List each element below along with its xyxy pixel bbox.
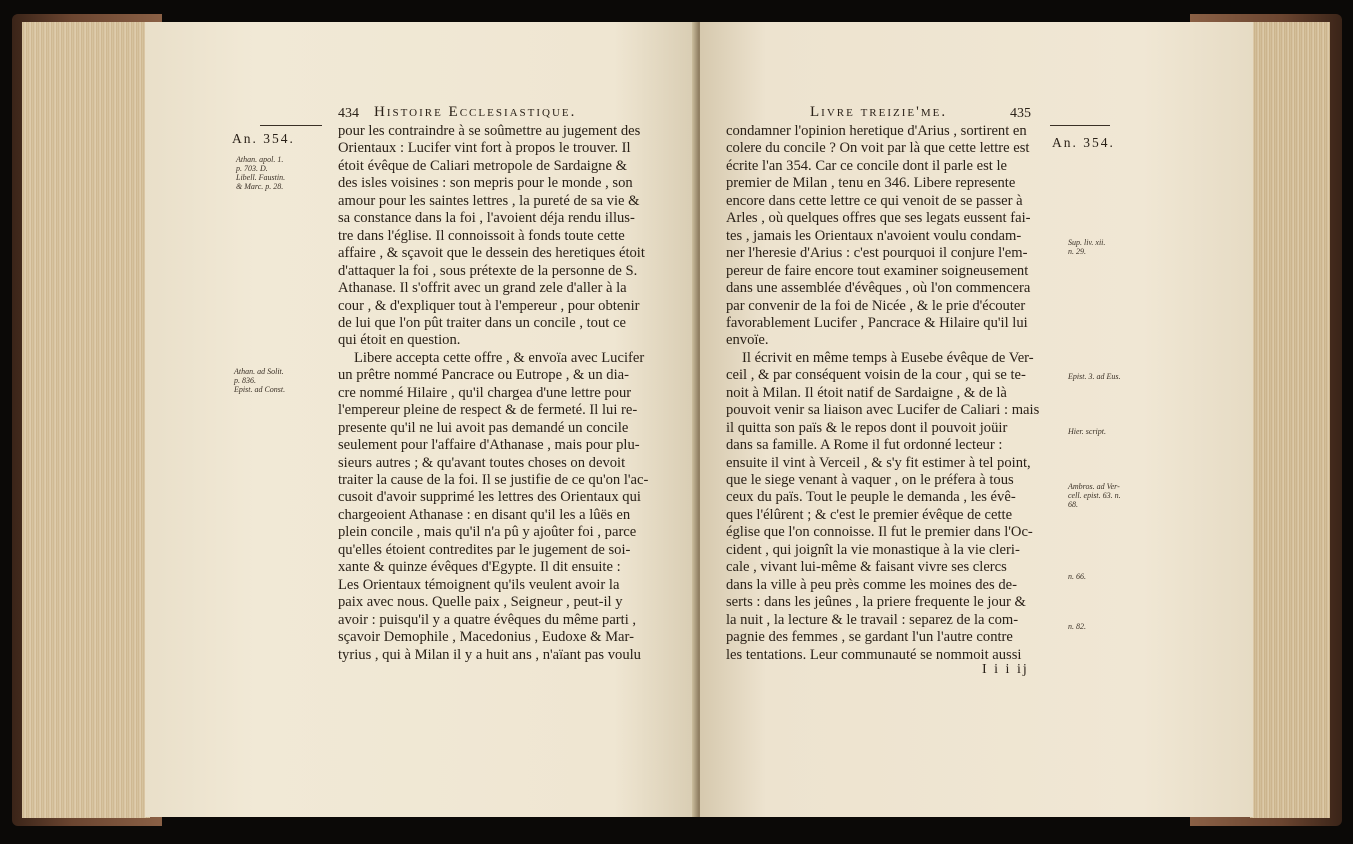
margin-note: Athan. ad Solit. p. 836. Epist. ad Const. bbox=[234, 367, 286, 394]
text-line: Il écrivit en même temps à Eusebe évêque de Ver- bbox=[742, 349, 1034, 366]
text-line: presente qu'il ne lui avoit pas demandé un concile bbox=[338, 419, 629, 436]
text-line: l'empereur pleine de respect & de fermeté. Il lui re- bbox=[338, 402, 638, 419]
text-line: noit à Milan. Il étoit natif de Sardaigne , & de là bbox=[726, 384, 1007, 401]
text-line: cale , vivant lui-même & faisant vivre ses clercs bbox=[726, 559, 1007, 576]
text-line: des isles voisines : son mepris pour le monde , son bbox=[338, 175, 633, 192]
text-line: pagnie des femmes , se gardant l'un l'autre contre bbox=[726, 629, 1013, 646]
text-line: qui étoit en question. bbox=[338, 332, 461, 349]
text-line: seulement pour l'affaire d'Athanase , mais pour plu- bbox=[338, 437, 640, 454]
margin-rule bbox=[260, 125, 322, 126]
text-line: dans une assemblée d'évêques , où l'on commencera bbox=[726, 280, 1031, 297]
text-line: de lui que l'on pût traiter dans un concile , tout ce bbox=[338, 314, 626, 331]
margin-note: Epist. 3. ad Eus. bbox=[1068, 372, 1121, 381]
text-line: colere du concile ? On voit par là que cette lettre est bbox=[726, 140, 1030, 157]
text-line: envoïe. bbox=[726, 332, 769, 349]
text-line: encore dans cette lettre ce qui venoit de se passer à bbox=[726, 192, 1023, 209]
text-line: ner l'heresie d'Arius : c'est pourquoi il conjure l'em- bbox=[726, 245, 1028, 262]
text-line: il quitta son païs & le repos dont il pouvoit joüir bbox=[726, 419, 1008, 436]
text-line: pouvoit venir sa liaison avec Lucifer de Caliari : mais bbox=[726, 402, 1040, 419]
text-line: premier de Milan , tenu en 346. Libere represente bbox=[726, 175, 1016, 192]
text-line: étoit évêque de Caliari metropole de Sardaigne & bbox=[338, 157, 627, 174]
page-edges-right bbox=[1250, 22, 1330, 818]
text-line: plein concile , mais qu'il n'a pû y ajoûter foi , parce bbox=[338, 524, 637, 541]
text-line: d'attaquer la foi , sous prétexte de la personne de S. bbox=[338, 262, 638, 279]
text-line: cusoit d'avoir supprimé les lettres des Orientaux qui bbox=[338, 489, 641, 506]
text-line: tyrius , qui à Milan il y a huit ans , n'aïant pas voulu bbox=[338, 646, 641, 663]
running-head: Histoire Ecclesiastique. bbox=[374, 104, 577, 120]
text-line: sieurs autres ; & qu'avant toutes choses on devoit bbox=[338, 454, 626, 471]
year-marker: An. 354. bbox=[232, 131, 295, 146]
text-line: tes , jamais les Orientaux n'avoient voulu condam- bbox=[726, 227, 1022, 244]
signature-mark: I i i ij bbox=[982, 662, 1029, 677]
right-page bbox=[700, 22, 1253, 817]
margin-rule bbox=[1050, 125, 1110, 126]
text-line: cour , & d'expliquer tout à l'empereur , pour obtenir bbox=[338, 297, 640, 314]
margin-note: n. 82. bbox=[1068, 622, 1086, 631]
text-line: sa constance dans la foi , l'avoient déja rendu illus- bbox=[338, 210, 635, 227]
text-line: église que l'on connoisse. Il fut le premier dans l'Oc- bbox=[726, 524, 1033, 541]
text-line: les tentations. Leur communauté se nommoit aussi bbox=[726, 646, 1022, 663]
text-line: pereur de faire encore tout examiner soigneusement bbox=[726, 262, 1029, 279]
text-line: affaire , & sçavoit que le dessein des heretiques étoit bbox=[338, 245, 645, 262]
margin-note: Athan. apol. 1. p. 703. D. Libell. Faustin. & Marc. p. 28. bbox=[236, 155, 286, 191]
year-marker: An. 354. bbox=[1052, 135, 1115, 150]
page-edges-left bbox=[22, 22, 150, 818]
text-line: ques l'élûrent ; & c'est le premier évêque de cette bbox=[726, 506, 1013, 523]
text-line: écrite l'an 354. Car ce concile dont il parle est le bbox=[726, 157, 1008, 174]
running-head: Livre treizie'me. bbox=[810, 104, 948, 120]
text-line: tre dans l'église. Il connoissoit à fonds toute cette bbox=[338, 227, 625, 244]
page-number: 435 bbox=[1010, 106, 1031, 121]
text-line: ceux du païs. Tout le peuple le demanda , les évê- bbox=[726, 489, 1016, 506]
text-line: paix avec nous. Quelle paix , Seigneur , peut-il y bbox=[338, 594, 623, 611]
page-number: 434 bbox=[338, 106, 359, 121]
margin-note: Sup. liv. xii. n. 29. bbox=[1068, 238, 1106, 256]
left-page bbox=[145, 22, 697, 817]
margin-note: n. 66. bbox=[1068, 572, 1086, 581]
text-line: Orientaux : Lucifer vint fort à propos le trouver. Il bbox=[338, 140, 631, 157]
text-line: ensuite il vint à Verceil , & s'y fit estimer à tel point, bbox=[726, 454, 1031, 471]
text-line: Arles , où quelques offres que ses legats eussent fai- bbox=[726, 210, 1031, 227]
text-line: serts : dans les jeûnes , la priere frequente le jour & bbox=[726, 594, 1026, 611]
text-line: avoir : puisqu'il y a quatre évêques du même parti , bbox=[338, 611, 637, 628]
text-line: cident , qui joignît la vie monastique à la vie cleri- bbox=[726, 541, 1020, 558]
text-line: qu'elles étoient contredites par le jugement de soi- bbox=[338, 541, 631, 558]
text-line: par convenir de la foi de Nicée , & le prie d'écouter bbox=[726, 297, 1026, 314]
text-line: sçavoir Demophile , Macedonius , Eudoxe & Mar- bbox=[338, 629, 634, 646]
text-line: condamner l'opinion heretique d'Arius , sortirent en bbox=[726, 123, 1027, 139]
text-line: amour pour les saintes lettres , la pureté de sa vie & bbox=[338, 192, 640, 209]
text-line: dans la ville à peu près comme les moines des de- bbox=[726, 576, 1017, 593]
text-line: que le siege venant à vaquer , on le préfera à tous bbox=[726, 472, 1014, 488]
text-line: dans sa famille. A Rome il fut ordonné lecteur : bbox=[726, 437, 1003, 454]
text-line: traiter la cause de la foi. Il se justifie de ce qu'on l'ac- bbox=[338, 472, 649, 488]
text-line: cre nommé Hilaire , qu'il chargea d'une lettre pour bbox=[338, 384, 632, 401]
text-line: ceil , & par conséquent voisin de la cour , qui se te- bbox=[726, 367, 1026, 384]
text-line: xante & quinze évêques d'Egypte. Il dit ensuite : bbox=[338, 559, 621, 576]
text-line: Libere accepta cette offre , & envoïa avec Lucifer bbox=[354, 349, 645, 366]
text-line: un prêtre nommé Pancrace ou Eutrope , & un dia- bbox=[338, 367, 629, 384]
margin-note: Hier. script. bbox=[1068, 427, 1106, 436]
text-line: Les Orientaux témoignent qu'ils veulent avoir la bbox=[338, 576, 620, 593]
text-line: la nuit , la lecture & le travail : separez de la com- bbox=[726, 611, 1019, 628]
text-line: Athanase. Il s'offrit avec un grand zele d'aller à la bbox=[338, 280, 627, 297]
margin-note: Ambros. ad Ver- cell. epist. 63. n. 68. bbox=[1068, 482, 1121, 509]
text-line: favorablement Lucifer , Pancrace & Hilaire qu'il lui bbox=[726, 314, 1028, 331]
text-line: chargeoient Athanase : en disant qu'il les a lûës en bbox=[338, 506, 631, 523]
text-line: pour les contraindre à se soûmettre au jugement des bbox=[338, 123, 641, 139]
